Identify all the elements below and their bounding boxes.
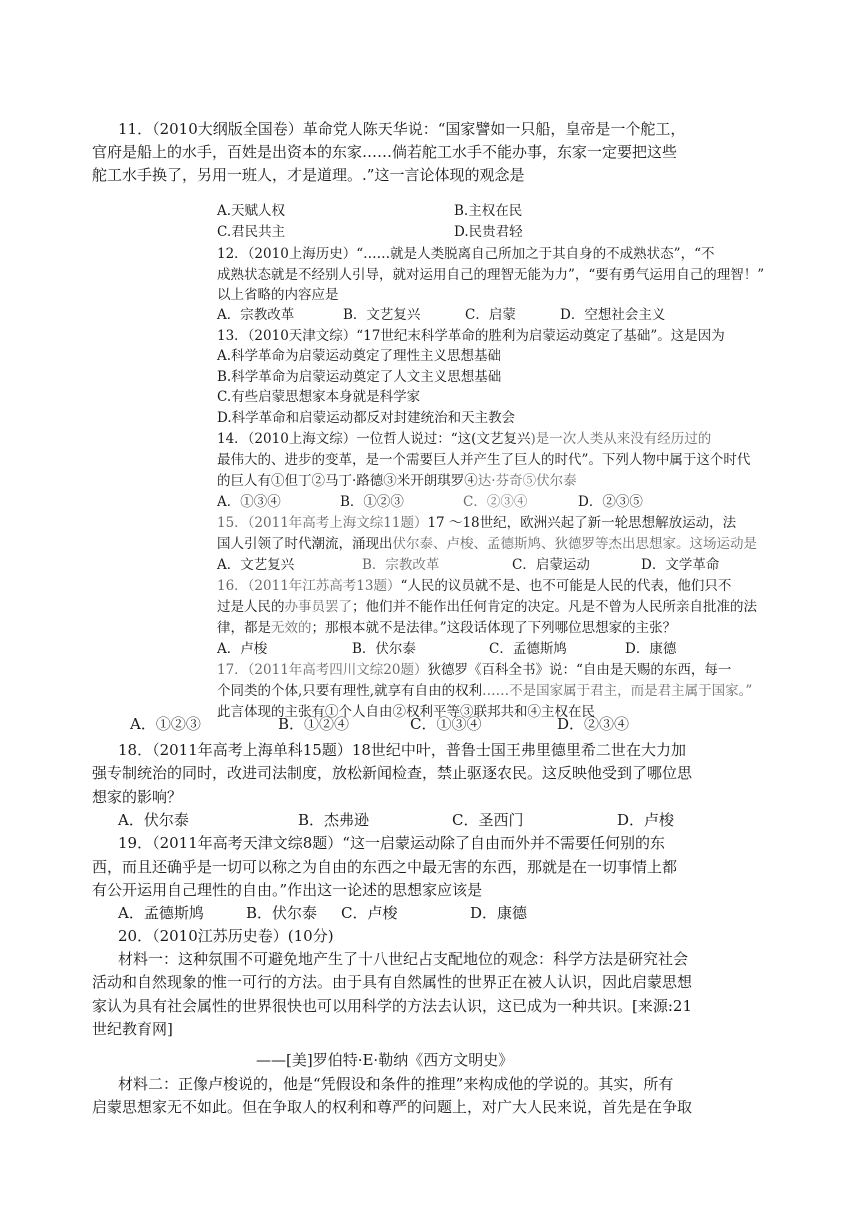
q14-line-2: 最伟大的、进步的变革，是一个需要巨人并产生了巨人的时代”。下列人物中属于这个时代 — [217, 452, 751, 468]
q19-option-b: B．伏尔泰 — [246, 904, 318, 922]
q20-material-1-line-3: 家认为具有社会属性的世界很快也可以用科学的方法去认识，这已成为一种共识。[来源:21 — [92, 997, 692, 1015]
q15-option-a: A．文艺复兴 — [217, 557, 295, 573]
q18-option-b: B．杰弗逊 — [298, 811, 370, 829]
q16-option-c: C．孟德斯鸠 — [489, 641, 567, 657]
q15-option-d: D．文学革命 — [641, 557, 720, 573]
q19-option-d: D．康德 — [470, 904, 528, 922]
q19-line-3: 有公开运用自己理性的自由。”作出这一论述的思想家应该是 — [92, 881, 483, 899]
q20-material-2-line-1: 材料二：正像卢梭说的，他是“凭假设和条件的推理”来构成他的学说的。其实，所有 — [118, 1075, 674, 1093]
q14-option-b: B．①②③ — [340, 494, 404, 510]
q16-line-1: 16．（2011年江苏高考13题）“人民的议员就不是、也不可能是人民的代表，他们只不 — [217, 578, 732, 594]
q18-option-a: A．伏尔泰 — [118, 811, 189, 829]
q11-line-1: 11．（2010大纲版全国卷）革命党人陈天华说：“国家譬如一只船，皇帝是一个舵工， — [118, 120, 686, 138]
q12-option-c: C．启蒙 — [465, 307, 516, 323]
q19-option-a: A．孟德斯鸠 — [118, 904, 204, 922]
q11-line-3: 舵工水手换了，另用一班人，才是道理。.”这一言论体现的观念是 — [92, 166, 525, 184]
q17-option-b: B．①②④ — [278, 715, 350, 733]
q11-option-c: C.君民共主 — [217, 224, 286, 240]
q19-option-c: C．卢梭 — [341, 904, 398, 922]
q13-line-1: 13．（2010天津文综）“17世纪末科学革命的胜利为启蒙运动奠定了基础”。这是因为 — [217, 328, 725, 344]
q18-line-1: 18．（2011年高考上海单科15题）18世纪中叶，普鲁士国王弗里德里希二世在大力加 — [118, 741, 686, 759]
q13-option-c: C.有些启蒙思想家本身就是科学家 — [217, 389, 421, 405]
q14-option-a: A．①③④ — [217, 494, 281, 510]
q16-option-b: B．伏尔泰 — [352, 641, 416, 657]
q19-line-1: 19．（2011年高考天津文综8题）“这一启蒙运动除了自由而外并不需要任何别的东 — [118, 834, 665, 852]
q20-material-2-line-2: 启蒙思想家无不如此。但在争取人的权利和尊严的问题上，对广大人民来说，首先是在争取 — [92, 1098, 693, 1116]
q13-option-d: D.科学革命和启蒙运动都反对封建统治和天主教会 — [217, 410, 516, 426]
q16-line-3: 律，都是无效的；那根本就不是法律。”这段话体现了下列哪位思想家的主张？ — [217, 620, 677, 636]
q16-line-2: 过是人民的办事员罢了；他们并不能作出任何肯定的决定。凡是不曾为人民所亲自批准的法 — [217, 599, 757, 615]
q15-option-c: C．启蒙运动 — [512, 557, 590, 573]
q16-option-a: A．卢梭 — [217, 641, 268, 657]
q17-option-a: A．①②③ — [130, 715, 201, 733]
q20-material-1-source: ——[美]罗伯特·E·勒纳《西方文明史》 — [256, 1051, 514, 1069]
q11-line-2: 官府是船上的水手，百姓是出资本的东家……倘若舵工水手不能办事，东家一定要把这些 — [92, 143, 678, 161]
q13-option-a: A.科学革命为启蒙运动奠定了理性主义思想基础 — [217, 348, 502, 364]
q12-line-3: 以上省略的内容应是 — [217, 287, 339, 303]
q12-line-1: 12．（2010上海历史）“……就是人类脱离自己所加之于其自身的不成熟状态”，“不 — [217, 246, 715, 262]
q20-material-1-line-4: 世纪教育网] — [92, 1020, 173, 1038]
q13-option-b: B.科学革命为启蒙运动奠定了人文主义思想基础 — [217, 369, 502, 385]
q12-line-2: 成熟状态就是不经别人引导，就对运用自己的理智无能为力”，“要有勇气运用自己的理智！” — [217, 267, 765, 283]
q14-line-3: 的巨人有①但丁②马丁·路德③米开朗琪罗④达·芬奇⑤伏尔泰 — [217, 473, 577, 489]
q19-line-2: 西，而且还确乎是一切可以称之为自由的东西之中最无害的东西，那就是在一切事情上都 — [92, 858, 678, 876]
q17-line-3: 此言体现的主张有①个人自由②权利平等③联邦共和④主权在民 — [217, 704, 595, 720]
q12-option-b: B．文艺复兴 — [343, 307, 421, 323]
q18-line-3: 想家的影响？ — [92, 788, 183, 806]
q20-material-1-line-1: 材料一：这种氛围不可避免地产生了十八世纪占支配地位的观念：科学方法是研究社会 — [118, 950, 689, 968]
q20-material-1-line-2: 活动和自然现象的惟一可行的方法。由于具有自然属性的世界正在被人认识，因此启蒙思想 — [92, 973, 693, 991]
q11-option-a: A.天赋人权 — [217, 203, 286, 219]
q14-option-c: C．②③④ — [463, 494, 528, 510]
q18-option-d: D．卢梭 — [617, 811, 675, 829]
q20-heading: 20．（2010江苏历史卷）(10分) — [118, 927, 334, 945]
q12-option-a: A．宗教改革 — [217, 307, 295, 323]
q11-option-b: B.主权在民 — [454, 203, 523, 219]
q15-line-1: 15．（2011年高考上海文综11题）17 ～18世纪，欧洲兴起了新一轮思想解放运动，法 — [217, 515, 737, 531]
q17-option-c: C．①③④ — [410, 715, 482, 733]
q17-line-2: 个同类的个体,只要有理性,就享有自由的权利……不是国家属于君主，而是君主属于国家。” — [217, 683, 753, 699]
q15-line-2: 国人引领了时代潮流，涌现出伏尔泰、卢梭、孟德斯鸠、狄德罗等杰出思想家。这场运动是 — [217, 536, 757, 552]
q18-option-c: C．圣西门 — [452, 811, 524, 829]
q16-option-d: D．康德 — [625, 641, 677, 657]
q15-option-b: B．宗教改革 — [362, 557, 440, 573]
q11-option-d: D.民贵君轻 — [454, 224, 523, 240]
q18-line-2: 强专制统治的同时，改进司法制度，放松新闻检查，禁止驱逐农民。这反映他受到了哪位思 — [92, 764, 693, 782]
q12-option-d: D．空想社会主义 — [560, 307, 666, 323]
q14-option-d: D．②③⑤ — [578, 494, 643, 510]
q17-option-d: D．②③④ — [557, 715, 630, 733]
q14-line-1: 14．（2010上海文综）一位哲人说过：“这(文艺复兴)是一次人类从来没有经历过的 — [217, 431, 712, 447]
q17-line-1: 17．（2011年高考四川文综20题）狄德罗《百科全书》说：“自由是天赐的东西，每一 — [217, 662, 732, 678]
